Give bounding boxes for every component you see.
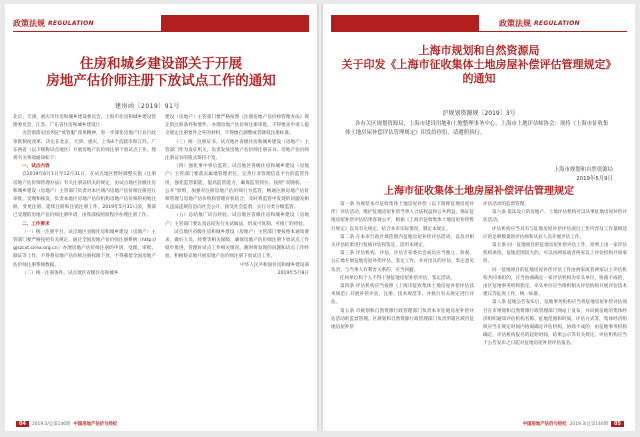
page-footer bbox=[520, 421, 627, 427]
journal-brand: 中国房地产估价与经纪 bbox=[522, 422, 567, 427]
title-line-2: 关于印发《上海市征收集体土地房屋补偿评估管理规定》 bbox=[341, 58, 617, 71]
header-rule bbox=[331, 31, 627, 32]
section-tag bbox=[13, 16, 94, 31]
page-number: 04 bbox=[16, 421, 29, 427]
signature-org: 上海市规划和自然资源局 bbox=[553, 167, 613, 173]
page-footer bbox=[13, 421, 120, 427]
page-number: 05 bbox=[611, 421, 624, 427]
paragraph: （二）统一注册条件。试点地区省级住房和城乡 bbox=[22, 270, 119, 276]
article-title bbox=[13, 56, 309, 90]
article-paragraph: 第七条 同一征地项目的征地房屋补偿评估工作，原则上由一家评估机构承担。征地范围较大的，可以由两家或者两家以上评估机构共同承担。 bbox=[483, 243, 627, 265]
section-heading: 二、工作要求 bbox=[22, 221, 50, 227]
section-label-en: REGULATION bbox=[534, 20, 580, 27]
article-paragraph: 第四条 评估机构应当按照《上海市征收集体土地房屋补偿评估技术规范》开展补偿评估，注册、技术规范等，并执行有关规定进行评估。 bbox=[331, 284, 474, 306]
section-label: 政策法规 bbox=[499, 19, 531, 28]
article-title bbox=[331, 44, 627, 86]
document-number: 沪规划资源规〔2019〕3号 bbox=[442, 110, 516, 117]
notice-intro bbox=[345, 120, 613, 137]
article-paragraph: 第二条 在本市行政区域范围内征地房屋补偿评估活动，以及对相关评估结果进行复核评估和鉴定，适用本规定。 bbox=[331, 234, 474, 249]
article-paragraph: 第六条 依法设立的房地产、土地评估机构可以从事征地房屋补偿评估活动。 bbox=[483, 210, 627, 224]
paragraph: 为贯彻落实国务院“放管服”改革精神，进一步深化房地产行业行政审批制度改革，决定在北京、天津、重庆、上海4个直辖市和江苏、广东两省（以下统称试点地区）开展房地产估价师注册下放试点工作。现将有关事项通知如下： bbox=[13, 131, 156, 162]
title-line-2: 房地产估价师注册下放试点工作的通知 bbox=[46, 73, 276, 89]
article-paragraph: 第一条 为规范本市征收集体土地房屋补偿（以下简称征地房屋补偿）评估活动，维护征地房屋补偿当事人合法权益和公共利益，保证征地房屋补偿评估结果客观公平，根据《上海市征收集体土地房屋补偿暂行规定》以及有关规定，结合本市实际情况，制定本规定。 bbox=[331, 202, 474, 232]
right-page bbox=[323, 4, 635, 431]
section-label-en: REGULATION bbox=[48, 20, 94, 27]
right-column-2 bbox=[483, 201, 627, 349]
paragraph: 评估机构应当具有与征地房屋补偿评估项目工作内容及工作量相适应的足够数量的评估师和从业人员开展评估工作。 bbox=[483, 226, 627, 240]
paragraph: 同一征地项目的征地房屋补偿评估工作由两家或者两家以上评估机构共同承担的，应当协商确定一家评估机构为牵头单位，协商不成的，由区征地事务机构指定。牵头单位应当组织相关评估机构开展评估技术建议等征询工作，统一标准。 bbox=[483, 267, 627, 298]
left-column-1 bbox=[13, 114, 156, 278]
paragraph: （一）统一注册平台。试点地区省级住房和城乡建设（房地产）主管部门要严格按照有关规定，通过全国房地产估价师注册系统（http://gjszcxt.cirea.org.cn）办理房地产估价师注册的申请、受理、审批、制证等工作，不得将房地产估价师注册权限下放，不得截留全国房地产估价师注册系统数据。 bbox=[13, 229, 156, 268]
title-line-1: 住房和城乡建设部关于开展 bbox=[80, 56, 242, 72]
paragraph: （四）强化事中事后监管。试点地区各级住房和城乡建设（房地产）主管部门要落实属地管理责任，完善行业管理信息平台的监管作用，强化监管职能，提高监管能力，确保监管到位。按照“双随机、一公开”原则，加强对注册房地产估价师行为监管，畅通注册房地产估价师管理与房地产估价机构管理有机结合，及时将监管中发现的问题及相关违法违规信息向社会公开，接受社会监督，实行分类分级监管。 bbox=[165, 164, 309, 211]
paragraph: （三）统一注册证书。试点地区省级住房和城乡建设（房地产）主管部门作为发证机关，负责发放房地产估价师注册证书。房地产估价师注册证书的版式保持不变。 bbox=[165, 139, 309, 162]
left-page bbox=[5, 4, 317, 431]
signature-org: 中华人民共和国住房和城乡建设部 bbox=[240, 262, 309, 268]
signature-date: 2019年5月9日 bbox=[576, 175, 613, 182]
article-paragraph: 第八条 征地公告发布后，征地事务机构应当将征地房屋补偿评估项目在市规划和自然资源行政管理部门网站上发布，并向被征地的集体经济组织通知评估机构名称、征地范围和时间、评估方式等，集体经济组织应当在规定时间内协商确定评估机构，协商不成的，由征地事务机构确定，评估机构报名的起始时间，结果公示等有关规定。评估机构应当于公告发布之日起对征地房屋补偿评估报名。 bbox=[483, 300, 627, 347]
title-line-3: 的通知 bbox=[462, 72, 496, 85]
paragraph: 评估活动的监督管理。 bbox=[483, 202, 529, 207]
regulation-title: 上海市征收集体土地房屋补偿评估管理规定 bbox=[384, 186, 574, 197]
article-paragraph: 第三条 评估机构、评估、评估专家委员会成员应当独立、客观、公正地开展征地房屋补偿评估、鉴定工作，并对出具的评估、鉴定意见负责，与当事人有利害关系的，应当回避。 bbox=[331, 251, 474, 273]
section-label: 政策法规 bbox=[13, 19, 45, 28]
paragraph: 自2019年6月1日至12月31日，在试点地区暂时调整实施《注册房地产估价师管理办法》有关注册证机关的规定，由试点地区省级住房和城乡建设（房地产）主管部门负责对本区域内房地产估价师注册进行审批、受理和核发，负责本地区房地产估价机构房地产估价师的初始注册、变更注册、延续注册和注销注册工作。2019年5月31日前，我部已受理的房地产估价师注册申请，由我部按照原程序办理注册工作。 bbox=[13, 172, 156, 219]
signature-date: 2019年5月8日 bbox=[277, 270, 309, 276]
paragraph: 各有关区规划资源局，上海市建设用地和土地整理事务中心、上海市土地评估师协会：现将《上海市征收集体土地房屋补偿评估管理规定》印发给你们，请遵照执行。 bbox=[345, 121, 609, 136]
header-accent-bar bbox=[161, 15, 309, 32]
issue-info: 2019.3/总第146期 bbox=[569, 422, 609, 427]
section-tag bbox=[499, 16, 580, 31]
paragraph: 建设（房地产）主管部门要严格按照《注册房地产估价师管理办法》规定的注册条件和要件，办理房地产估价师注册审批。不得要求申请人提交规定注册要件之外的材料，不得擅自调整或者降低注册标准。 bbox=[165, 115, 309, 137]
article-paragraph: 第五条 市规划和自然资源行政管理部门负责本市征地房屋补偿评估活动的监督管理。区规划和自然资源行政管理部门负责所辖区域内征地房屋补偿 bbox=[331, 308, 474, 331]
journal-brand: 中国房地产估价与经纪 bbox=[73, 422, 118, 427]
paragraph: 试点地区省级住房和城乡建设（房地产）主管部门要按照本通知要求，做好人员、经费等相关保障，确保房地产估价师注册下放试点工作稳步推进，管理好试点工作相关情况，随时将发现的问题和试点工作经验，积极稳妥地开展房地产估价师注册下放试点工作。 bbox=[165, 229, 309, 260]
section-heading: 一、试点内容 bbox=[22, 164, 50, 170]
header-accent-bar bbox=[331, 15, 479, 32]
paragraph: （五）总结推广试点经验。试点地区省级住房和城乡建设（房地产）主管部门要认真总结先行先试做法，形成可复制、可推广的经验。 bbox=[165, 213, 309, 227]
document-number: 建房函〔2019〕91号 bbox=[115, 103, 180, 110]
header-rule bbox=[13, 31, 309, 32]
article-paragraph: 任何单位和个人不得干预征地房屋补偿评估、鉴定活动。 bbox=[340, 275, 455, 281]
paragraph: 北京、天津、重庆市住房和城乡建设委员会，上海市住房和城乡建设管理委员会，江苏、广东省住房和城乡建设厅： bbox=[13, 115, 156, 129]
title-line-1: 上海市规划和自然资源局 bbox=[418, 44, 540, 57]
right-column-1 bbox=[331, 201, 474, 332]
issue-info: 2019.3/总第146期 bbox=[31, 422, 71, 427]
left-column-2 bbox=[165, 114, 309, 278]
notice-signature bbox=[554, 166, 613, 183]
